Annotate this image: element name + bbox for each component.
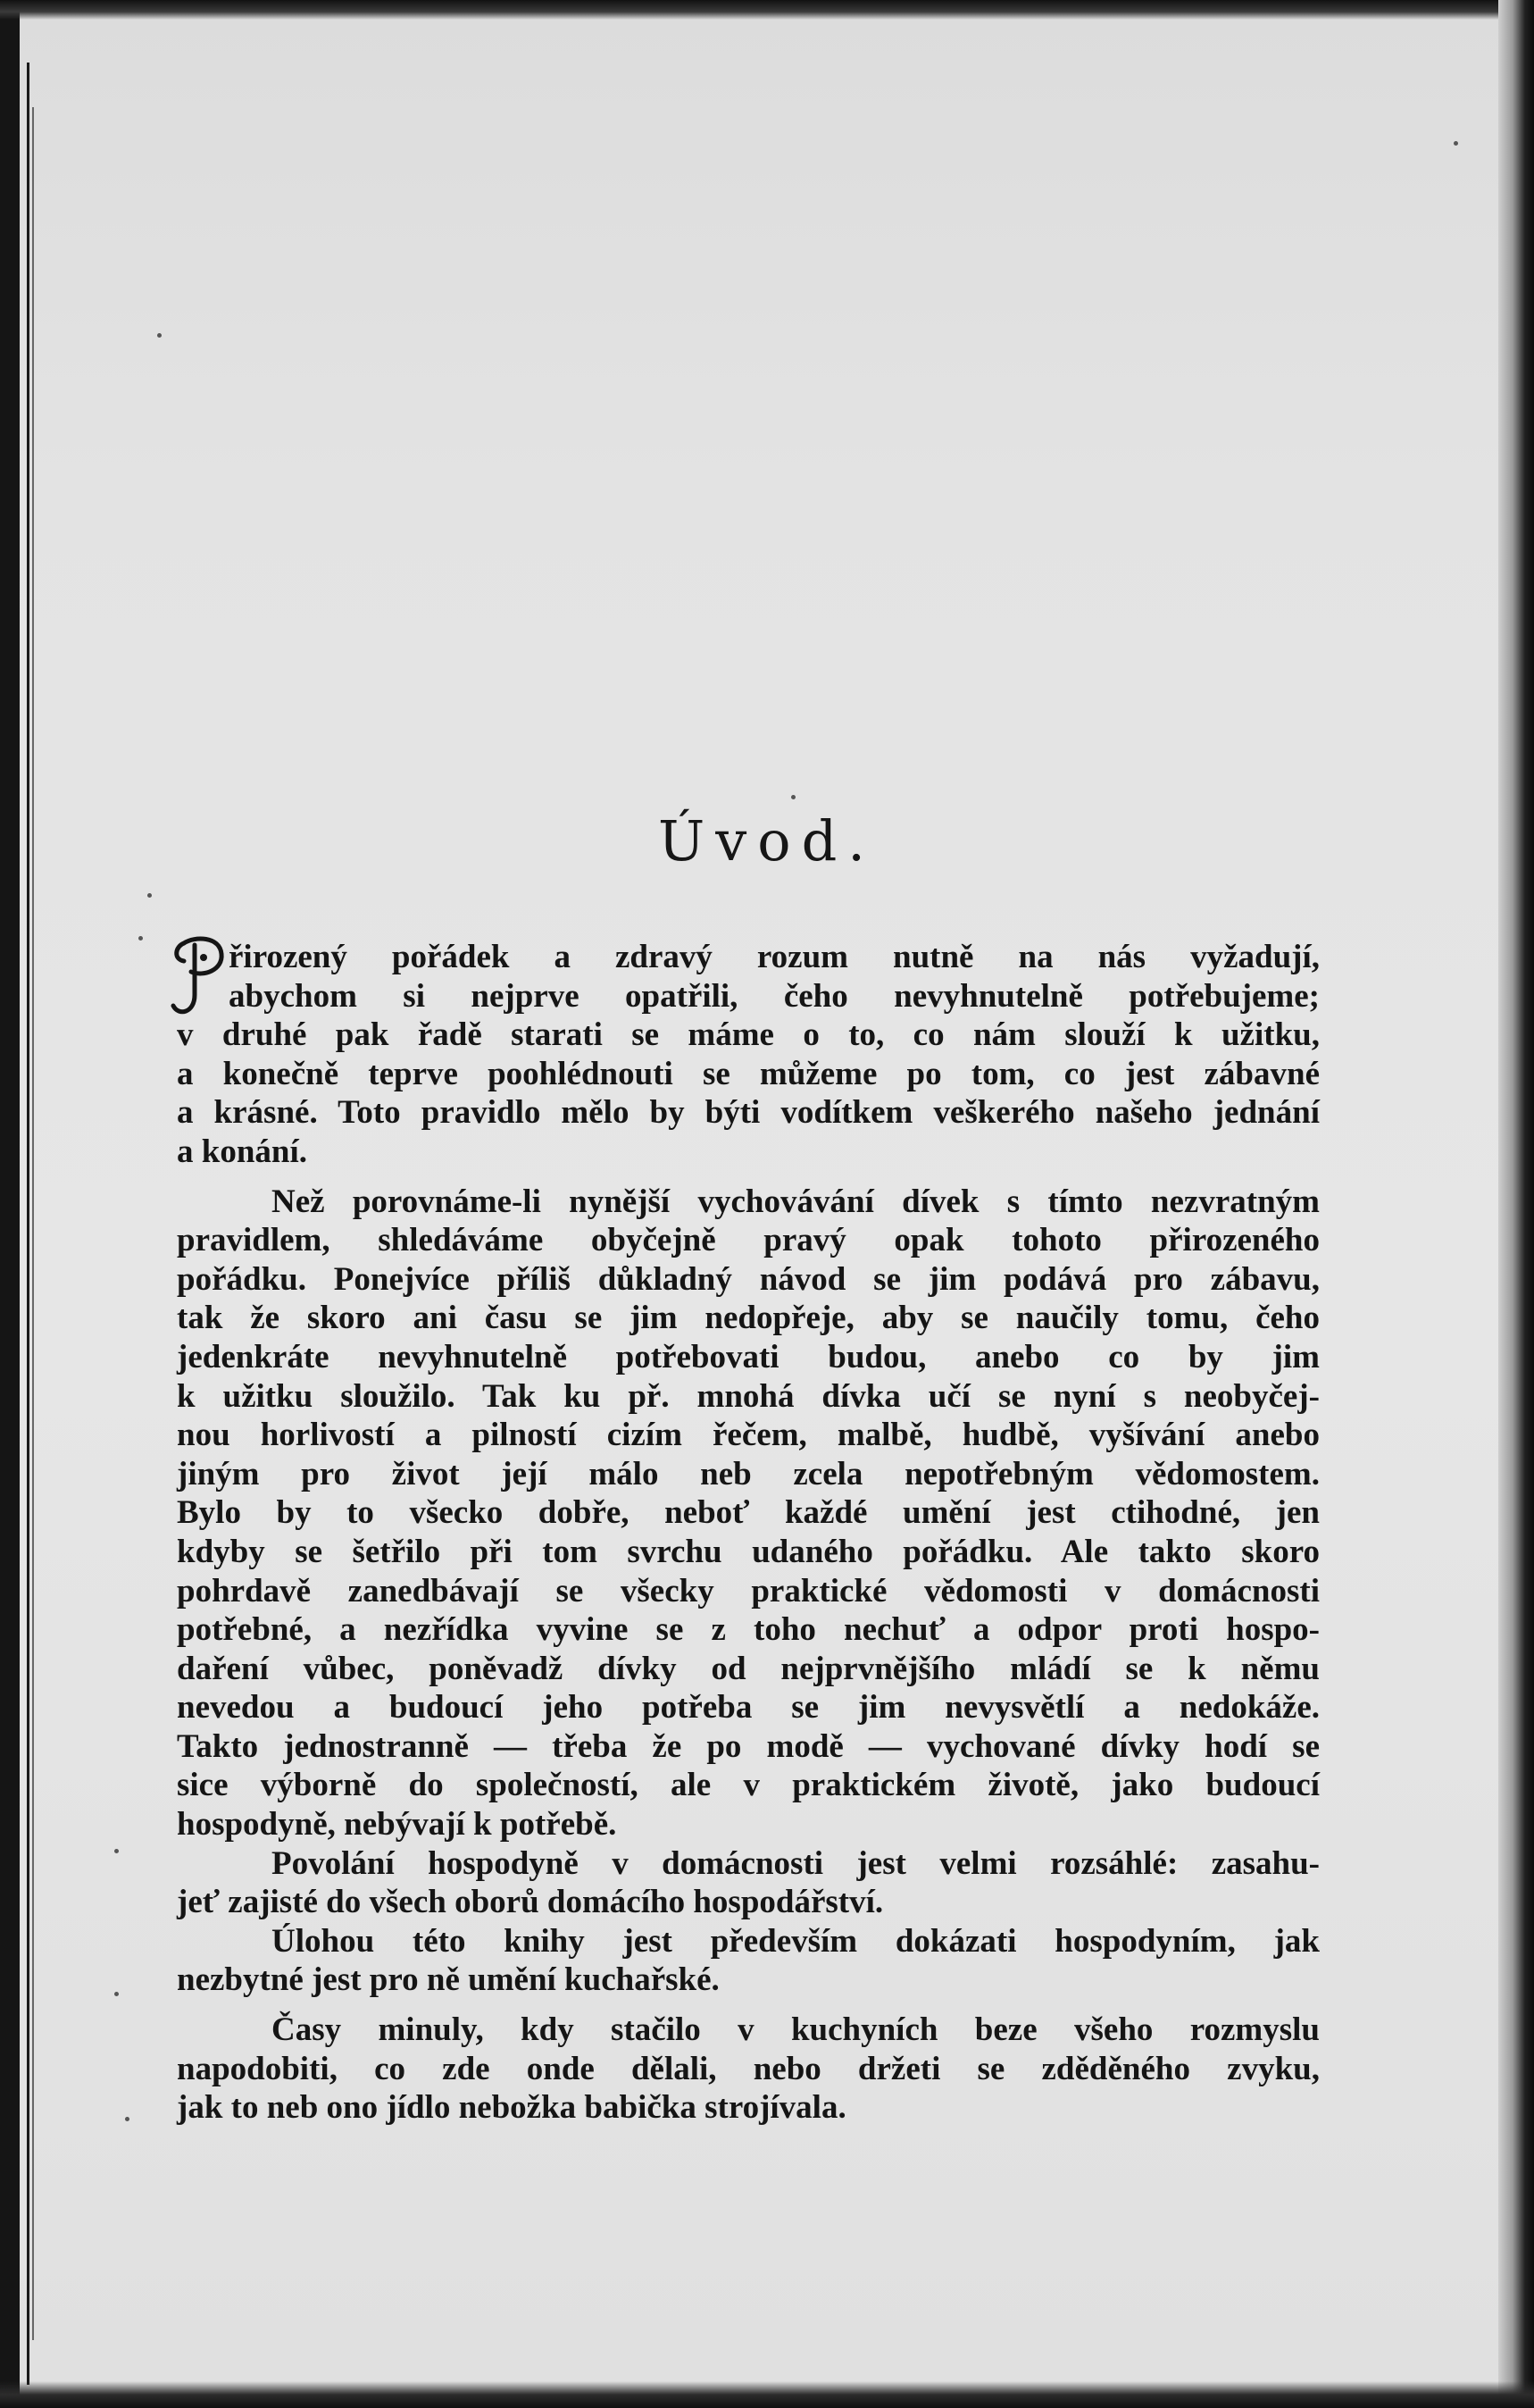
text-line: nou horlivostí a pilností cizím řečem, malbě, hudbě, vyšívání anebo [177, 1417, 1320, 1454]
text-line: a konečně teprve poohlédnouti se můžeme po tom, co jest zábavné [177, 1055, 1320, 1092]
text-line: kdyby se šetřilo při tom svrchu udaného pořádku. Ale takto skoro [177, 1533, 1320, 1570]
text-line: v druhé pak řadě starati se máme o to, co nám slouží k užitku, [177, 1016, 1320, 1054]
text-line: daření vůbec, poněvadž dívky od nejprvnějšího mládí se k němu [177, 1650, 1320, 1687]
drop-cap-letter [168, 931, 169, 932]
paper-speck [1454, 141, 1458, 146]
binding-line [27, 63, 29, 2385]
text-line: potřebné, a nezřídka vyvine se z toho nechuť a odpor proti hospo- [177, 1611, 1320, 1649]
text-line: a krásné. Toto pravidlo mělo by býti vodítkem veškerého našeho jednání [177, 1094, 1320, 1132]
text-line: Úlohou této knihy jest především dokázati hospodyním, jak [271, 1922, 1320, 1960]
text-line: nezbytné jest pro ně umění kuchařské. [177, 1961, 720, 1999]
text-line: Časy minuly, kdy stačilo v kuchyních beze všeho rozmyslu [271, 2011, 1320, 2049]
text-line: jiným pro život její málo neb zcela nepotřebným vědomostem. [177, 1455, 1320, 1492]
body-text [177, 938, 1320, 2128]
text-line: Než porovnáme-li nynější vychovávání dívek s tímto nezvratným [271, 1183, 1320, 1220]
text-line: tak že skoro ani času se jim nedopřeje, aby se naučily tomu, čeho [177, 1300, 1320, 1337]
text-line: k užitku sloužilo. Tak ku př. mnohá dívka učí se nyní s neobyčej- [177, 1377, 1320, 1415]
text-line: jeť zajisté do všech oborů domácího hospodářství. [177, 1884, 884, 1921]
right-scan-border [1498, 0, 1534, 2408]
text-line: abychom si nejprve opatřili, čeho nevyhnutelně potřebujeme; [229, 977, 1320, 1015]
text-line: nevedou a budoucí jeho potřeba se jim nevysvětlí a nedokáže. [177, 1689, 1320, 1727]
paper-speck [114, 1849, 119, 1853]
page-title: Úvod. [657, 808, 876, 874]
text-line: a konání. [177, 1133, 308, 1170]
paper-speck [125, 2117, 129, 2121]
top-scan-border [0, 0, 1534, 20]
paper-speck [791, 795, 796, 799]
paper-speck [114, 1992, 119, 1996]
text-line: pravidlem, shledáváme obyčejně pravý opak tohoto přirozeného [177, 1222, 1320, 1259]
text-line: napodobiti, co zde onde dělali, nebo držeti se zděděného zvyku, [177, 2050, 1320, 2087]
paper-speck [147, 893, 152, 898]
text-line: pořádku. Ponejvíce příliš důkladný návod se jim podává pro zábavu, [177, 1260, 1320, 1298]
text-line: jedenkráte nevyhnutelně potřebovati budou, anebo co by jim [177, 1338, 1320, 1375]
text-line: jak to neb ono jídlo nebožka babička strojívala. [177, 2089, 846, 2127]
paper-speck [157, 333, 162, 338]
text-line: Takto jednostranně — třeba že po modě — vychované dívky hodí se [177, 1727, 1320, 1765]
binding-line-secondary [32, 107, 34, 2340]
text-line: pohrdavě zanedbávají se všecky praktické vědomosti v domácnosti [177, 1572, 1320, 1610]
left-scan-border [0, 0, 20, 2408]
text-line: sice výborně do společností, ale v praktickém životě, jako budoucí [177, 1767, 1320, 1804]
bottom-scan-border [0, 2381, 1534, 2408]
paper-speck [138, 936, 143, 941]
text-line: řirozený pořádek a zdravý rozum nutně na nás vyžadují, [229, 939, 1320, 975]
text-line: hospodyně, nebývají k potřebě. [177, 1806, 617, 1844]
text-line: Povolání hospodyně v domácnosti jest velmi rozsáhlé: zasahu- [271, 1844, 1320, 1882]
text-line: Bylo by to všecko dobře, neboť každé umění jest ctihodné, jen [177, 1494, 1320, 1532]
